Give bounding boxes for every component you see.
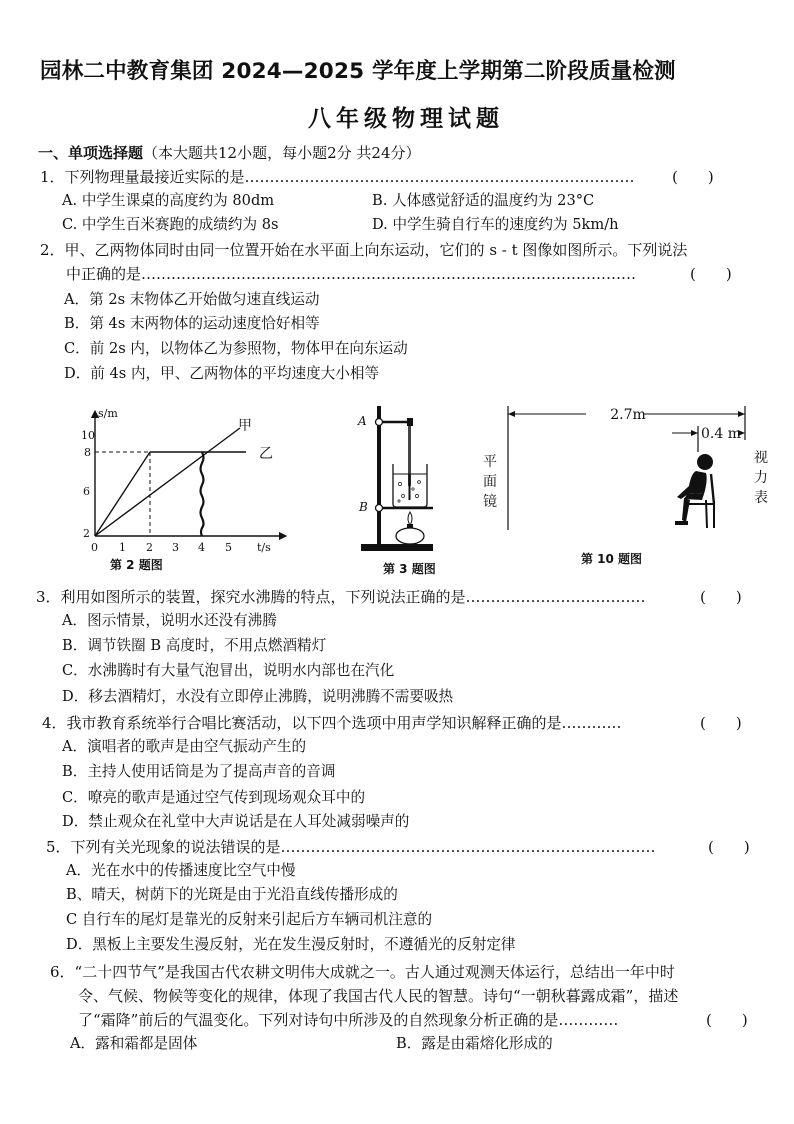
stand-rod	[377, 406, 381, 546]
question-1-option-d[interactable]: D. 中学生骑自行车的速度约为 5km/h	[372, 216, 619, 233]
question-5-option-a[interactable]: A．光在水中的传播速度比空气中慢	[66, 862, 296, 879]
chart-label-1: 视	[754, 450, 768, 466]
question-4-stem: 4．我市教育系统举行合唱比赛活动，以下四个选项中用声学知识解释正确的是…………	[42, 714, 622, 732]
section-heading-note: （本大题共12小题，每小题2分 共24分）	[143, 144, 421, 162]
question-1-stem: 1．下列物理量最接近实际的是……………………………………………………………………	[40, 168, 635, 186]
question-5-answer-paren[interactable]: ( )	[708, 838, 750, 856]
figure-3-caption: 第 3 题图	[383, 562, 436, 576]
question-6-stem-line1: 6．“二十四节气”是我国古代农耕文明伟大成就之一。古人通过观测天体运行，总结出一年中时	[50, 963, 675, 981]
question-5-option-c[interactable]: C 自行车的尾灯是靠光的反射来引起后方车辆司机注意的	[66, 911, 433, 928]
label-a: A	[358, 414, 367, 428]
question-4-option-c[interactable]: C．嘹亮的歌声是通过空气传到现场观众耳中的	[62, 789, 366, 806]
seated-person	[675, 454, 714, 528]
question-6-stem-line2: 令、气候、物候等变化的规律，体现了我国古代人民的智慧。诗句“一朝秋暮露成霜”，描述	[78, 987, 679, 1005]
question-5-option-d[interactable]: D．黑板上主要发生漫反射，光在发生漫反射时，不遵循光的反射定律	[66, 936, 516, 953]
section-heading	[38, 142, 421, 163]
question-5-option-b[interactable]: B、晴天，树荫下的光斑是由于光沿直线传播形成的	[66, 886, 398, 903]
x-tick-4: 4	[198, 541, 205, 554]
question-2-stem-line1: 2．甲、乙两物体同时由同一位置开始在水平面上向东运动，它们的 s - t 图像如图所示。下列说法	[40, 241, 688, 259]
x-tick-2: 2	[146, 541, 153, 554]
question-6-answer-paren[interactable]: ( )	[706, 1011, 748, 1029]
alcohol-lamp	[396, 528, 424, 544]
exam-title: 园林二中教育集团 2024—2025 学年度上学期第二阶段质量检测	[40, 59, 676, 84]
clamp-a-holder	[407, 418, 413, 426]
mirror-label-2: 面	[483, 474, 497, 490]
series-yi-segment-1	[95, 452, 150, 536]
question-4-answer-paren[interactable]: ( )	[700, 714, 742, 732]
question-4-option-b[interactable]: B．主持人使用话筒是为了提高声音的音调	[62, 763, 336, 780]
y-tick-8: 8	[84, 446, 91, 459]
question-1-option-c[interactable]: C. 中学生百米赛跑的成绩约为 8s	[62, 216, 279, 233]
x-tick-5: 5	[225, 541, 232, 554]
series-jia-label: 甲	[238, 418, 252, 434]
question-2-option-b[interactable]: B．第 4s 末两物体的运动速度恰好相等	[64, 315, 320, 332]
y-tick-2: 2	[83, 527, 90, 540]
figure-3-boiling-apparatus	[355, 404, 445, 556]
origin-label: 0	[91, 541, 98, 554]
question-5-stem: 5．下列有关光现象的说法错误的是…………………………………………………………………	[46, 838, 656, 856]
figure-10-vision-test	[476, 400, 776, 550]
series-jia-line	[95, 428, 240, 536]
label-b: B	[359, 500, 368, 514]
question-2-answer-paren[interactable]: ( )	[690, 265, 732, 283]
x-tick-1: 1	[119, 541, 126, 554]
exam-subtitle: 八年级物理试题	[308, 106, 504, 132]
question-6-option-b[interactable]: B．露是由霜熔化形成的	[396, 1035, 553, 1052]
y-axis-label: s/m	[98, 407, 118, 420]
dashed-line-4s	[201, 452, 204, 536]
dim-short-arrow	[691, 430, 698, 436]
dim-arrow-right	[738, 411, 745, 417]
flame	[408, 512, 412, 525]
chart-label-3: 表	[754, 490, 768, 506]
question-4-option-a[interactable]: A．演唱者的歌声是由空气振动产生的	[62, 738, 307, 755]
x-tick-3: 3	[172, 541, 179, 554]
mirror-label-3: 镜	[483, 494, 497, 510]
question-2-option-c[interactable]: C．前 2s 内，以物体乙为参照物，物体甲在向东运动	[64, 340, 408, 357]
question-3-option-d[interactable]: D．移去酒精灯，水没有立即停止沸腾，说明沸腾不需要吸热	[62, 688, 454, 705]
question-1-option-b[interactable]: B. 人体感觉舒适的温度约为 23°C	[372, 192, 595, 209]
question-2-option-a[interactable]: A．第 2s 末物体乙开始做匀速直线运动	[64, 291, 320, 308]
y-tick-10: 10	[81, 429, 95, 442]
question-1-option-a[interactable]: A. 中学生课桌的高度约为 80dm	[62, 192, 275, 209]
section-heading-title: 一、单项选择题	[38, 144, 144, 162]
distance-short: 0.4 m	[701, 426, 741, 442]
question-6-stem-line3: 了“霜降”前后的气温变化。下列对诗句中所涉及的自然现象分析正确的是…………	[78, 1011, 619, 1029]
question-3-option-a[interactable]: A．图示情景，说明水还没有沸腾	[62, 612, 277, 629]
question-1-answer-paren[interactable]: ( )	[672, 168, 714, 186]
question-4-option-d[interactable]: D．禁止观众在礼堂中大声说话是在人耳处减弱噪声的	[62, 813, 410, 830]
mirror-label-1: 平	[483, 454, 497, 470]
stand-base	[361, 544, 433, 551]
question-3-answer-paren[interactable]: ( )	[700, 588, 742, 606]
question-2-option-d[interactable]: D．前 4s 内，甲、乙两物体的平均速度大小相等	[64, 365, 380, 382]
figure-2-caption: 第 2 题图	[110, 558, 163, 572]
ring-b-knob	[376, 505, 383, 512]
figure-10-caption: 第 10 题图	[581, 552, 643, 566]
dim-arrow-left	[508, 411, 515, 417]
y-tick-6: 6	[83, 485, 90, 498]
question-3-option-b[interactable]: B．调节铁圈 B 高度时，不用点燃酒精灯	[62, 637, 327, 654]
figure-2-st-graph	[78, 404, 298, 574]
distance-total: 2.7m	[610, 407, 646, 423]
series-yi-label: 乙	[259, 446, 273, 462]
clamp-a-knob	[376, 419, 383, 426]
chart-label-2: 力	[754, 470, 768, 486]
question-3-stem: 3．利用如图所示的装置，探究水沸腾的特点，下列说法正确的是………………………………	[36, 588, 646, 606]
question-6-option-a[interactable]: A．露和霜都是固体	[70, 1035, 198, 1052]
question-3-option-c[interactable]: C．水沸腾时有大量气泡冒出，说明水内部也在汽化	[62, 662, 395, 679]
question-2-stem-line2: 中正确的是………………………………………………………………………………………	[66, 265, 637, 283]
x-axis-label: t/s	[257, 541, 271, 554]
thermometer-bulb	[409, 474, 411, 500]
